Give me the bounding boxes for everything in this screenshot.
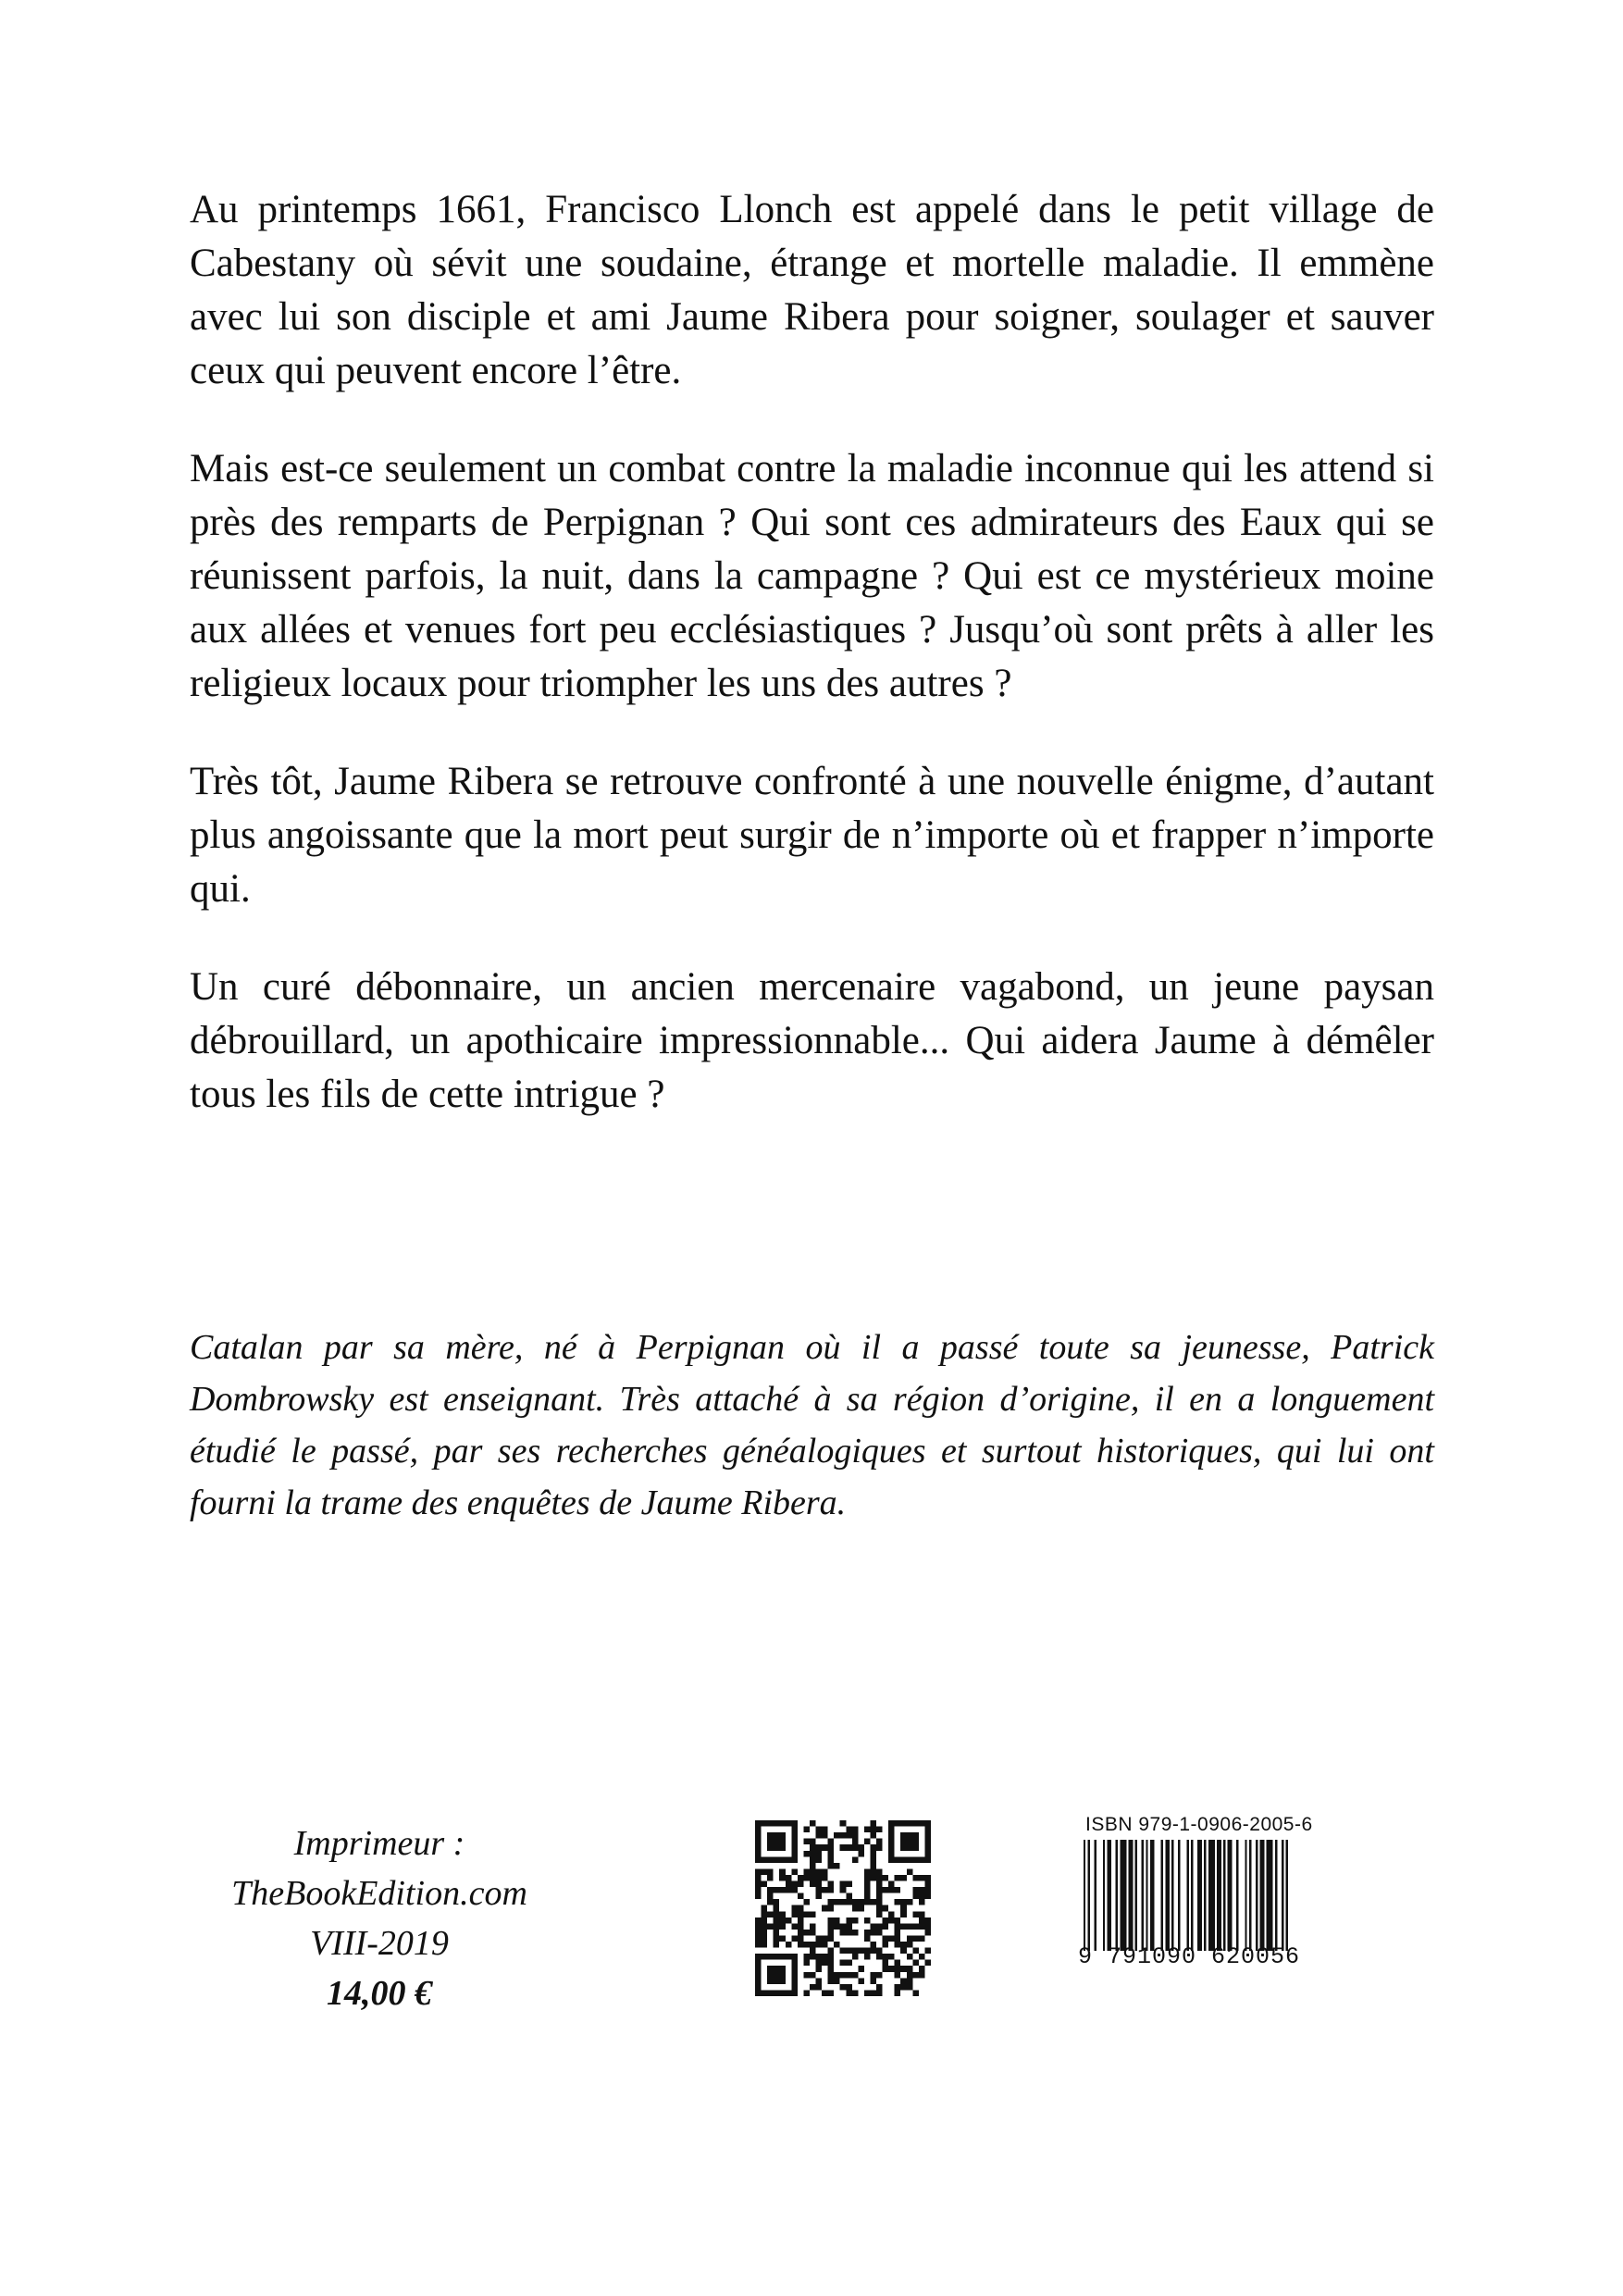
imprint-label: Imprimeur : <box>293 1824 465 1863</box>
barcode-bars <box>1078 1840 1374 1951</box>
back-cover-blurb <box>190 183 1434 1166</box>
author-bio: Catalan par sa mère, né à Perpignan où il a passé toute sa jeunesse, Patrick Dombrowsky est enseignant. Très attaché à sa région d’origine, il en a longuement étudié le passé, par ses recherches généalogiques et surtout historiques, qui lui ont fourni la trame des enquêtes de Jaume Ribera. <box>190 1328 1434 1522</box>
blurb-paragraph: Très tôt, Jaume Ribera se retrouve confronté à une nouvelle énigme, d’autant plus angoissante que la mort peut surgir de n’importe où et frapper n’importe qui. <box>190 760 1434 911</box>
qr-code-icon <box>755 1820 931 1996</box>
printer-name: TheBookEdition.com <box>231 1874 527 1913</box>
barcode-digits: 9 791090 620056 <box>1078 1943 1301 1970</box>
blurb-paragraph: Mais est-ce seulement un combat contre la maladie inconnue qui les attend si près des remparts de Perpignan ? Qui sont ces admirateurs des Eaux qui se réunissent parfois, la nuit, dans la campagne ? Qui est ce mystérieux moine aux allées et venues fort peu ecclésiastiques ? Jusqu’où sont prêts à aller les religieux locaux pour triompher les uns des autres ? <box>190 447 1434 705</box>
blurb-paragraph: Au printemps 1661, Francisco Llonch est appelé dans le petit village de Cabestany où sévit une soudaine, étrange et mortelle maladie. Il emmène avec lui son disciple et ami Jaume Ribera pour soigner, soulager et sauver ceux qui peuvent encore l’être. <box>190 188 1434 392</box>
print-date: VIII-2019 <box>310 1924 449 1963</box>
isbn-label: ISBN 979-1-0906-2005-6 <box>1085 1814 1313 1835</box>
price: 14,00 € <box>327 1974 432 2013</box>
blurb-paragraph: Un curé débonnaire, un ancien mercenaire vagabond, un jeune paysan débrouillard, un apothicaire impressionnable... Qui aidera Jaume à démêler tous les fils de cette intrigue ? <box>190 965 1434 1116</box>
isbn-barcode <box>1078 1814 1374 1980</box>
imprint-block <box>204 1818 555 2018</box>
